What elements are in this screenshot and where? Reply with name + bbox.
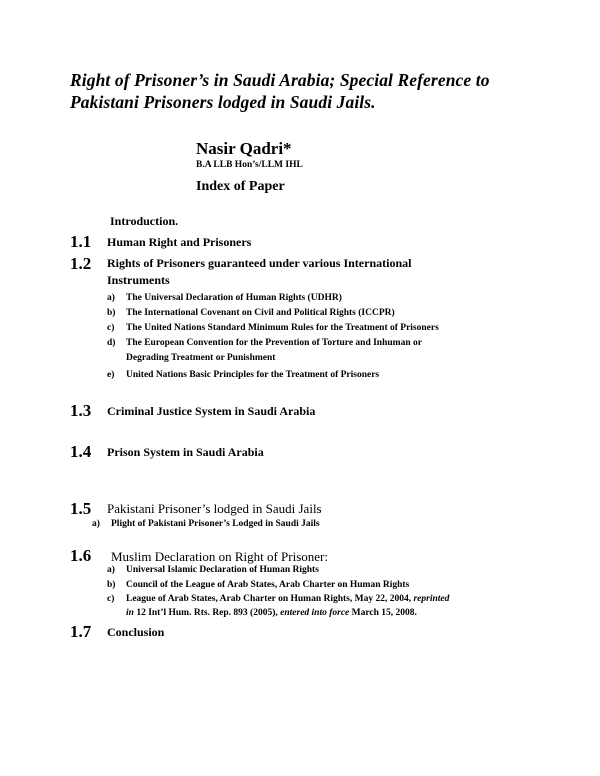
section-number: 1.5: [70, 499, 92, 518]
sub-item-text: [126, 608, 417, 618]
section-title: Pakistani Prisoner’s lodged in Saudi Jails: [107, 501, 322, 516]
sub-item-text: Degrading Treatment or Punishment: [126, 353, 276, 363]
section-number: 1.3: [70, 401, 92, 420]
paper-title-line-1: Right of Prisoner’s in Saudi Arabia; Special Reference to: [70, 70, 490, 90]
sub-item-text: United Nations Basic Principles for the Treatment of Prisoners: [126, 370, 380, 380]
paper-title-line-2: Pakistani Prisoners lodged in Saudi Jails.: [70, 92, 376, 112]
sub-item-label: c): [107, 594, 115, 604]
index-heading: Index of Paper: [196, 179, 285, 194]
sub-item-label: c): [107, 323, 115, 333]
sub-item-label: e): [107, 370, 115, 380]
sub-item-text: The United Nations Standard Minimum Rules for the Treatment of Prisoners: [126, 323, 439, 333]
citation-text: March 15, 2008.: [349, 608, 417, 618]
author-name: Nasir Qadri*: [196, 139, 292, 158]
sub-item-text: Council of the League of Arab States, Arab Charter on Human Rights: [126, 580, 410, 590]
section-title: Rights of Prisoners guaranteed under various International: [107, 256, 412, 270]
sub-item-label: b): [107, 580, 116, 590]
sub-item-text: The Universal Declaration of Human Rights (UDHR): [126, 293, 342, 303]
section-title: Human Right and Prisoners: [107, 235, 252, 249]
citation-italic: in: [126, 608, 134, 618]
section-number: 1.4: [70, 442, 92, 461]
citation-italic: reprinted: [413, 594, 450, 604]
citation-text: League of Arab States, Arab Charter on Human Rights, May 22, 2004,: [126, 594, 414, 604]
section-number: 1.2: [70, 254, 92, 273]
sub-item-text: The International Covenant on Civil and Political Rights (ICCPR): [126, 308, 395, 318]
section-title: Conclusion: [107, 625, 165, 639]
sub-item-label: a): [107, 293, 115, 303]
section-title: Muslim Declaration on Right of Prisoner:: [111, 549, 329, 564]
sub-item-text: Plight of Pakistani Prisoner’s Lodged in Saudi Jails: [111, 519, 320, 529]
author-degree: B.A LLB Hon’s/LLM IHL: [196, 160, 303, 170]
section-number: 1.1: [70, 232, 92, 251]
sub-item-text: [126, 594, 449, 604]
section-title-continued: Instruments: [107, 273, 170, 287]
citation-italic: entered into force: [280, 608, 350, 618]
section-title: Criminal Justice System in Saudi Arabia: [107, 404, 316, 418]
introduction-label: Introduction.: [110, 214, 179, 228]
sub-item-label: b): [107, 308, 116, 318]
citation-text: 12 Int’l Hum. Rts. Rep. 893 (2005),: [133, 608, 281, 618]
sub-item-label: a): [92, 519, 100, 529]
sub-item-label: a): [107, 565, 115, 575]
section-number: 1.6: [70, 546, 92, 565]
section-title: Prison System in Saudi Arabia: [107, 445, 264, 459]
sub-item-text: Universal Islamic Declaration of Human Rights: [126, 565, 319, 575]
section-number: 1.7: [70, 622, 92, 641]
sub-item-text: The European Convention for the Prevention of Torture and Inhuman or: [126, 338, 422, 348]
sub-item-label: d): [107, 338, 116, 348]
